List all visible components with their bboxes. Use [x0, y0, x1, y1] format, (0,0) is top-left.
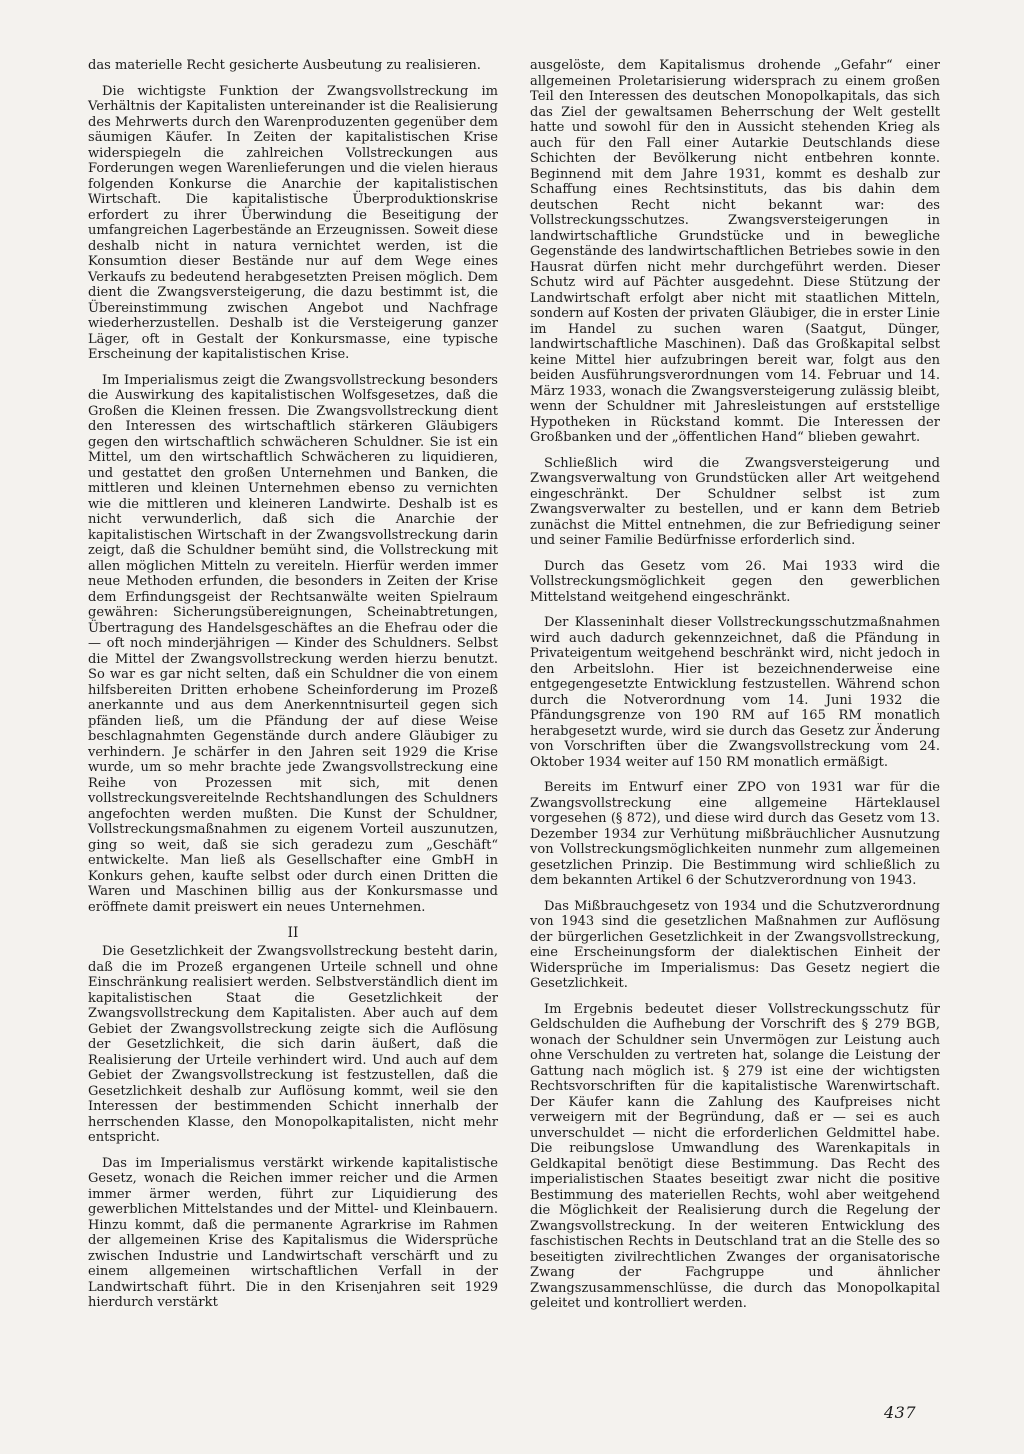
left-column	[88, 58, 498, 1321]
paragraph: Schließlich wird die Zwangsversteigerung und Zwangsverwaltung von Grundstücken aller Art weitgehend eingeschränkt. Der Schuldner selbst ist zum Zwangsverwalter zu bestellen, und er kann dem Betrieb zunächst die Mittel entnehmen, die zur Befriedigung seiner und seiner Familie Bedürfnisse erforderlich sind.	[530, 455, 940, 548]
paragraph: Der Klasseninhalt dieser Vollstreckungsschutzmaßnahmen wird auch dadurch gekennzeichnet, daß die Pfändung in Privateigentum weitgehend beschränkt wird, nicht jedoch in den Arbeitslohn. Hier ist bezeichnenderweise eine entgegengesetzte Entwicklung festzustellen. Während schon durch die Notverordnung vom 14. Juni 1932 die Pfändungsgrenze von 190 RM auf 165 RM monatlich herabgesetzt wurde, wird sie durch das Gesetz zur Änderung von Vorschriften über die Zwangsvollstreckung vom 24. Oktober 1934 weiter auf 150 RM monatlich ermäßigt.	[530, 615, 940, 770]
paragraph: Die Gesetzlichkeit der Zwangsvollstreckung besteht darin, daß die im Prozeß ergangenen Urteile schnell und ohne Einschränkung realisiert werden. Selbstverständlich dient im kapitalistischen Staat die Gesetzlichkeit der Zwangsvollstreckung dem Kapitalisten. Aber auch auf dem Gebiet der Zwangsvollstreckung zeigte sich die Auflösung der Gesetzlichkeit, die sich darin äußert, daß die Realisierung der Urteile verhindert wird. Und auch auf dem Gebiet der Zwangsvollstreckung ist festzustellen, daß die Gesetzlichkeit deshalb zur Auflösung kommt, weil sie den Interessen der bestimmenden Schicht innerhalb der herrschenden Klasse, den Monopolkapitalisten, nicht mehr entspricht.	[88, 944, 498, 1145]
paragraph-continuation: das materielle Recht gesicherte Ausbeutung zu realisieren.	[88, 58, 481, 73]
paragraph: Im Imperialismus zeigt die Zwangsvollstreckung besonders die Auswirkung des kapitalistischen Wolfsgesetzes, daß die Großen die Kleinen fressen. Die Zwangsvollstreckung dient den Interessen des wirtschaftlich stärkeren Gläubigers gegen den wirtschaftlich schwächeren Schuldner. Sie ist ein Mittel, um den wirtschaftlich Schwächeren zu liquidieren, und gestattet den großen Unternehmen und Banken, die mittleren und kleinen Unternehmen ebenso zu vernichten wie die mittleren und kleineren Landwirte. Deshalb ist es nicht verwunderlich, daß sich die Anarchie der kapitalistischen Wirtschaft in der Zwangsvollstreckung darin zeigt, daß die Schuldner bemüht sind, die Vollstreckung mit allen möglichen Mitteln zu vereiteln. Hierfür werden immer neue Methoden erfunden, die besonders in Zeiten der Krise dem Erfindungsgeist der Rechtsanwälte weiten Spielraum gewähren: Sicherungsübereignungen, Scheinabtretungen, Übertragung des Handelsgeschäftes an die Ehefrau oder die — oft noch minderjährigen — Kinder des Schuldners. Selbst die Mittel der Zwangsvollstreckung werden hierzu benutzt. So war es gar nicht selten, daß ein Schuldner die von einem hilfsbereiten Dritten erhobene Scheinforderung im Prozeß anerkannte und aus dem Anerkenntnisurteil gegen sich pfänden ließ, um die Pfändung der auf diese Weise beschlagnahmten Gegenstände durch andere Gläubiger zu verhindern. Je schärfer in den Jahren seit 1929 die Krise wurde, um so mehr brachte jede Zwangsvollstreckung eine Reihe von Prozessen mit sich, mit denen vollstreckungsvereitelnde Rechtshandlungen des Schuldners angefochten werden mußten. Die Kunst der Schuldner, Vollstreckungsmaßnahmen zu eigenem Vorteil auszunutzen, ging so weit, daß sie sich geradezu zum „Geschäft“ entwickelte. Man ließ als Gesellschafter eine GmbH in Konkurs gehen, kaufte selbst oder durch einen Dritten die Waren und Maschinen billig aus der Konkursmasse und eröffnete damit preiswert ein neues Unternehmen.	[88, 372, 498, 915]
paragraph: Durch das Gesetz vom 26. Mai 1933 wird die Vollstreckungsmöglichkeit gegen den gewerblichen Mittelstand weitgehend eingeschränkt.	[530, 558, 940, 605]
section-heading: II	[287, 925, 299, 941]
page-number: 437	[884, 1403, 917, 1422]
paragraph: Das im Imperialismus verstärkt wirkende kapitalistische Gesetz, wonach die Reichen immer reicher und die Armen immer ärmer werden, führt zur Liquidierung des gewerblichen Mittelstandes und der Mittel- und Kleinbauern. Hinzu kommt, daß die permanente Agrarkrise im Rahmen der allgemeinen Krise des Kapitalismus die Widersprüche zwischen Industrie und Landwirtschaft verschärft und zu einem allgemeinen wirtschaftlichen Verfall in der Landwirtschaft führt. Die in den Krisenjahren seit 1929 hierdurch verstärkt	[88, 1155, 498, 1310]
paragraph: Bereits im Entwurf einer ZPO von 1931 war für die Zwangsvollstreckung eine allgemeine Härteklausel vorgesehen (§ 872), und diese wird durch das Gesetz vom 13. Dezember 1934 zur Verhütung mißbräuchlicher Ausnutzung von Vollstreckungsmöglichkeiten nunmehr zum allgemeinen gesetzlichen Prinzip. Die Bestimmung wird schließlich zu dem bekannten Artikel 6 der Schutzverordnung von 1943.	[530, 780, 940, 888]
paragraph: Die wichtigste Funktion der Zwangsvollstreckung im Verhältnis der Kapitalisten untereinander ist die Realisierung des Mehrwerts durch den Warenproduzenten gegenüber dem säumigen Käufer. In Zeiten der kapitalistischen Krise widerspiegeln die zahlreichen Vollstreckungen aus Forderungen wegen Warenlieferungen und die vielen hieraus folgenden Konkurse die Anarchie der kapitalistischen Wirtschaft. Die kapitalistische Überproduktionskrise erfordert zu ihrer Überwindung die Beseitigung der umfangreichen Lagerbestände an Erzeugnissen. Soweit diese deshalb nicht in natura vernichtet werden, ist die Konsumtion dieser Bestände nur auf dem Wege eines Verkaufs zu bedeutend herabgesetzten Preisen möglich. Dem dient die Zwangsversteigerung, die dazu bestimmt ist, die Übereinstimmung zwischen Angebot und Nachfrage wiederherzustellen. Deshalb ist die Versteigerung ganzer Läger, oft in Gestalt der Konkursmasse, eine typische Erscheinung der kapitalistischen Krise.	[88, 83, 498, 362]
paragraph-continuation: ausgelöste, dem Kapitalismus drohende „Gefahr“ einer allgemeinen Proletarisierung widersprach zu einem großen Teil den Interessen des deutschen Monopolkapitals, das sich das Ziel der gewaltsamen Beherrschung der Welt gestellt hatte und sowohl für den in Aussicht stehenden Krieg als auch für den Fall einer Autarkie Deutschlands diese Schichten der Bevölkerung nicht entbehren konnte. Beginnend mit dem Jahre 1931, kommt es deshalb zur Schaffung eines Rechtsinstituts, das bis dahin dem deutschen Recht nicht bekannt war: des Vollstreckungsschutzes. Zwangsversteigerungen in landwirtschaftliche Grundstücke und in bewegliche Gegenstände des landwirtschaftlichen Betriebes sowie in den Hausrat dürfen nicht mehr durchgeführt werden. Dieser Schutz wird auf Pächter ausgedehnt. Diese Stützung der Landwirtschaft erfolgt aber nicht mit staatlichen Mitteln, sondern auf Kosten der privaten Gläubiger, die in erster Linie im Handel zu suchen waren (Saatgut, Dünger, landwirtschaftliche Maschinen). Daß das Großkapital selbst keine Mittel hier aufzubringen bereit war, folgt aus den beiden Ausführungsverordnungen vom 14. Februar und 14. März 1933, wonach die Zwangsversteigerung zulässig bleibt, wenn der Schuldner mit Jahresleistungen auf erststellige Hypotheken in Rückstand kommt. Die Interessen der Großbanken und der „öffentlichen Hand“ blieben gewahrt.	[530, 58, 940, 445]
right-column	[530, 58, 940, 1322]
paragraph: Das Mißbrauchgesetz von 1934 und die Schutzverordnung von 1943 sind die gesetzlichen Maßnahmen zur Auflösung der bürgerlichen Gesetzlichkeit in der Zwangsvollstreckung, eine Erscheinungsform der dialektischen Einheit der Widersprüche im Imperialismus: Das Gesetz negiert die Gesetzlichkeit.	[530, 898, 940, 991]
paragraph: Im Ergebnis bedeutet dieser Vollstreckungsschutz für Geldschulden die Aufhebung der Vorschrift des § 279 BGB, wonach der Schuldner sein Unvermögen zur Leistung auch ohne Verschulden zu vertreten hat, solange die Leistung der Gattung nach möglich ist. § 279 ist eine der wichtigsten Rechtsvorschriften für die kapitalistische Warenwirtschaft. Der Käufer kann die Zahlung des Kaufpreises nicht verweigern mit der Begründung, daß er — sei es auch unverschuldet — nicht die erforderlichen Geldmittel habe. Die reibungslose Umwandlung des Warenkapitals in Geldkapital benötigt diese Bestimmung. Das Recht des imperialistischen Staates beseitigt zwar nicht die positive Bestimmung des materiellen Rechts, wohl aber weitgehend die Möglichkeit der Realisierung durch die Regelung der Zwangsvollstreckung. In der weiteren Entwicklung des faschistischen Rechts in Deutschland trat an die Stelle des so beseitigten zivilrechtlichen Zwanges der organisatorische Zwang der Fachgruppe und ähnlicher Zwangszusammenschlüsse, die durch das Monopolkapital geleitet und kontrolliert werden.	[530, 1001, 940, 1311]
